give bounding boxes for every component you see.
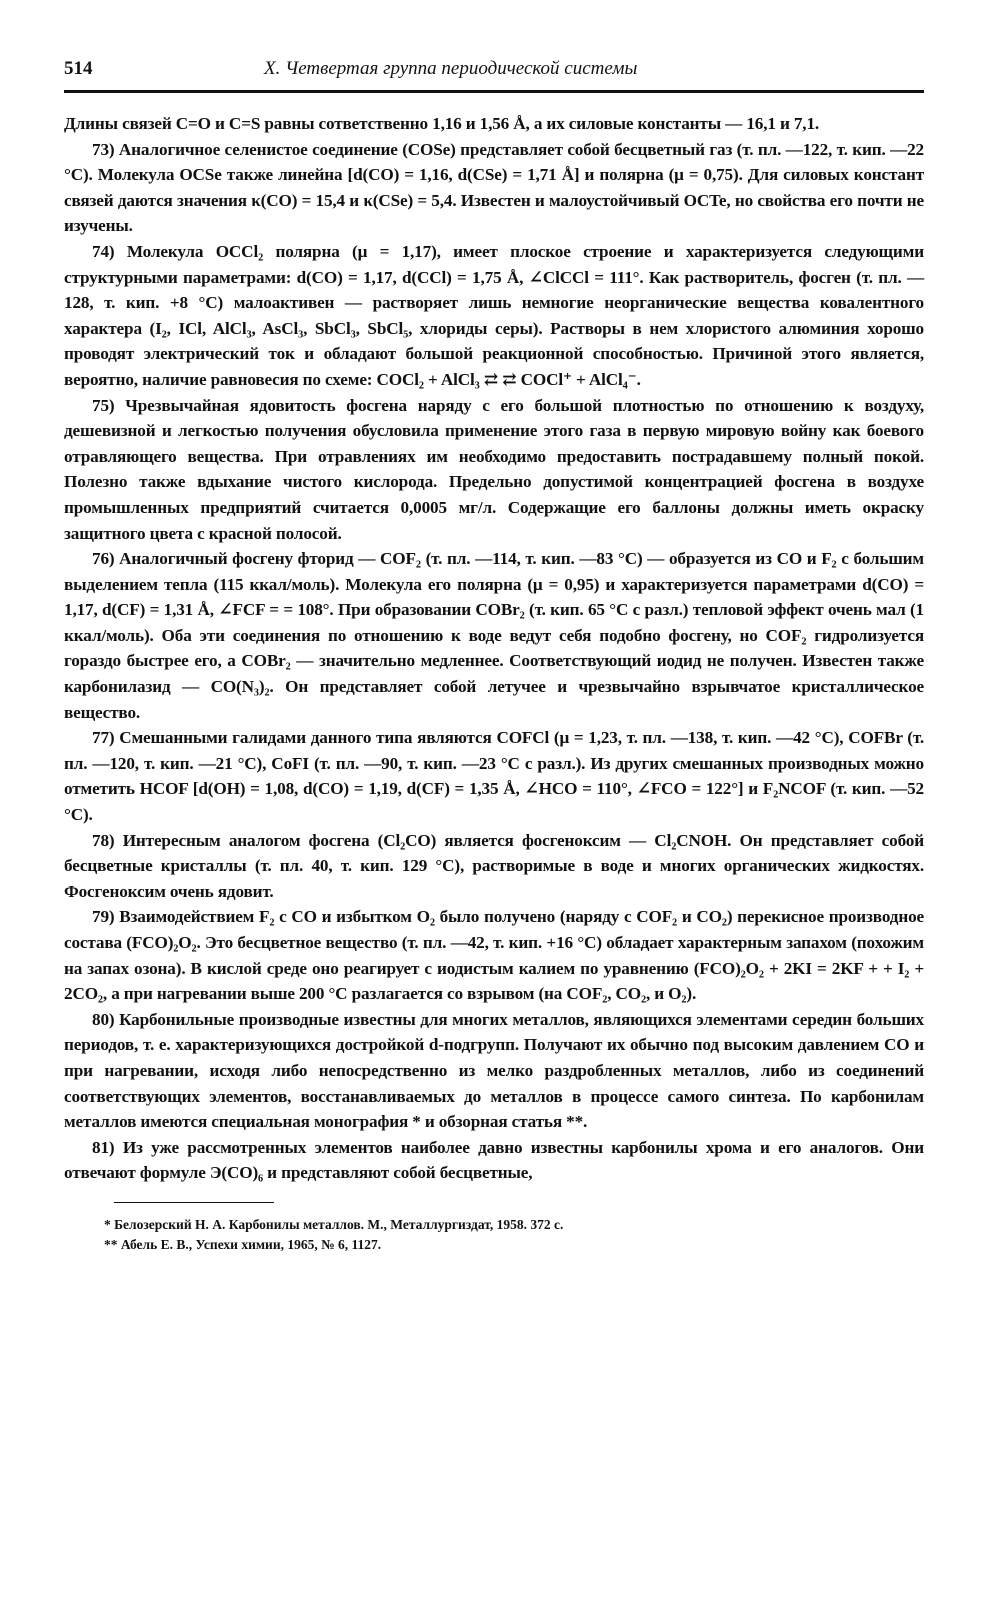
paragraph-74: 74) Молекула OCCl₂ полярна (μ = 1,17), имеет плоское строение и характеризуется следующими структурными параметрами: d(CO) = 1,17, d(CCl) = 1,75 Å, ∠ClCCl = 111°. Как растворитель, фосген (т. пл. —128, т. кип. +8 °C) малоактивен — растворяет лишь немногие неорганические вещества ковалентного характера (I₂, ICl, AlCl₃, AsCl₃, SbCl₃, SbCl₅, хлориды серы). Растворы в нем хлористого алюминия хорошо проводят электрический ток и обладают большой реакционной способностью. Причиной этого является, вероятно, наличие равновесия по схеме: COCl₂ + AlCl₃ ⇄ ⇄ COCl⁺ + AlCl₄⁻.: [64, 241, 924, 389]
paragraph-78: 78) Интересным аналогом фосгена (Cl₂CO) является фосгеноксим — Cl₂CNOH. Он представляет собой бесцветные кристаллы (т. пл. 40, т. кип. 129 °C), растворимые в воде и многих органических жидкостях. Фосгеноксим очень ядовит.: [64, 830, 924, 901]
page-number: 514: [64, 58, 93, 79]
page: [64, 58, 924, 1255]
header-rule: [64, 90, 924, 93]
footnote-2: ** Абель Е. В., Успехи химии, 1965, № 6, 1127.: [104, 1236, 382, 1252]
page-header: [64, 58, 924, 88]
paragraph-76: 76) Аналогичный фосгену фторид — COF₂ (т. пл. —114, т. кип. —83 °C) — образуется из CO и F₂ с большим выделением тепла (115 ккал/моль). Молекула его полярна (μ = 0,95) и характеризуется параметрами d(CO) = 1,17, d(CF) = 1,31 Å, ∠FCF = = 108°. При образовании COBr₂ (т. кип. 65 °C с разл.) тепловой эффект очень мал (1 ккал/моль). Оба эти соединения по отношению к воде ведут себя подобно фосгену, но COF₂ гидролизуется гораздо быстрее его, а COBr₂ — значительно медленнее. Соответствующий иодид не получен. Известен также карбонилазид — CO(N₃)₂. Он представляет собой летучее и чрезвычайно взрывчатое кристаллическое вещество.: [64, 549, 924, 722]
running-title: X. Четвертая группа периодической системы: [264, 58, 638, 79]
paragraph-81: 81) Из уже рассмотренных элементов наиболее давно известны карбонилы хрома и его аналогов. Они отвечают формуле Э(CO)₆ и представляют собой бесцветные,: [64, 1137, 924, 1183]
paragraph-73: 73) Аналогичное селенистое соединение (COSe) представляет собой бесцветный газ (т. пл. —122, т. кип. —22 °C). Молекула OCSe также линейна [d(CO) = 1,16, d(CSe) = 1,71 Å] и полярна (μ = 0,75). Для силовых констант связей даются значения κ(CO) = 15,4 и κ(CSe) = 5,4. Известен и малоустойчивый OCTe, но свойства его почти не изучены.: [64, 139, 924, 236]
paragraph-79: 79) Взаимодействием F₂ с CO и избытком O₂ было получено (наряду с COF₂ и CO₂) перекисное производное состава (FCO)₂O₂. Это бесцветное вещество (т. пл. —42, т. кип. +16 °C) обладает характерным запахом (похожим на запах озона). В кислой среде оно реагирует с иодистым калием по уравнению (FCO)₂O₂ + 2KI = 2KF + + I₂ + 2CO₂, а при нагревании выше 200 °C разлагается со взрывом (на COF₂, CO₂, и O₂).: [64, 907, 924, 1004]
paragraph-80: 80) Карбонильные производные известны для многих металлов, являющихся элементами середин больших периодов, т. е. характеризующихся достройкой d-подгрупп. Получают их обычно под высоким давлением CO и при нагревании, исходя либо непосредственно из мелко раздробленных металлов, либо из соединений соответствующих элементов, восстанавливаемых до металлов в процессе самого синтеза. По карбонилам металлов имеются специальная монография * и обзорная статья **.: [64, 1009, 924, 1132]
footnote-1: * Белозерский Н. А. Карбонилы металлов. М., Металлургиздат, 1958. 372 с.: [104, 1216, 564, 1232]
paragraph-75: 75) Чрезвычайная ядовитость фосгена наряду с его большой плотностью по отношению к воздуху, дешевизной и легкостью получения обусловила применение этого газа в первую мировую войну как боевого отравляющего вещества. При отравлениях им необходимо предоставить пострадавшему полный покой. Полезно также вдыхание чистого кислорода. Предельно допустимой концентрацией фосгена в воздухе промышленных предприятий считается 0,0005 мг/л. Содержащие его баллоны должны иметь окраску защитного цвета с красной полосой.: [64, 395, 924, 543]
paragraph-intro: Длины связей C=O и C=S равны сответственно 1,16 и 1,56 Å, а их силовые константы — 16,1 и 7,1.: [64, 114, 820, 133]
footnote-rule: [114, 1202, 274, 1203]
paragraph-77: 77) Смешанными галидами данного типа являются COFCl (μ = 1,23, т. пл. —138, т. кип. —42 °C), COFBr (т. пл. —120, т. кип. —21 °C), CoFI (т. пл. —90, т. кип. —23 °C с разл.). Из других смешанных производных можно отметить HCOF [d(OH) = 1,08, d(CO) = 1,19, d(CF) = 1,35 Å, ∠HCO = 110°, ∠FCO = 122°] и F₂NCOF (т. кип. —52 °C).: [64, 728, 924, 825]
body-text: [64, 111, 924, 1186]
